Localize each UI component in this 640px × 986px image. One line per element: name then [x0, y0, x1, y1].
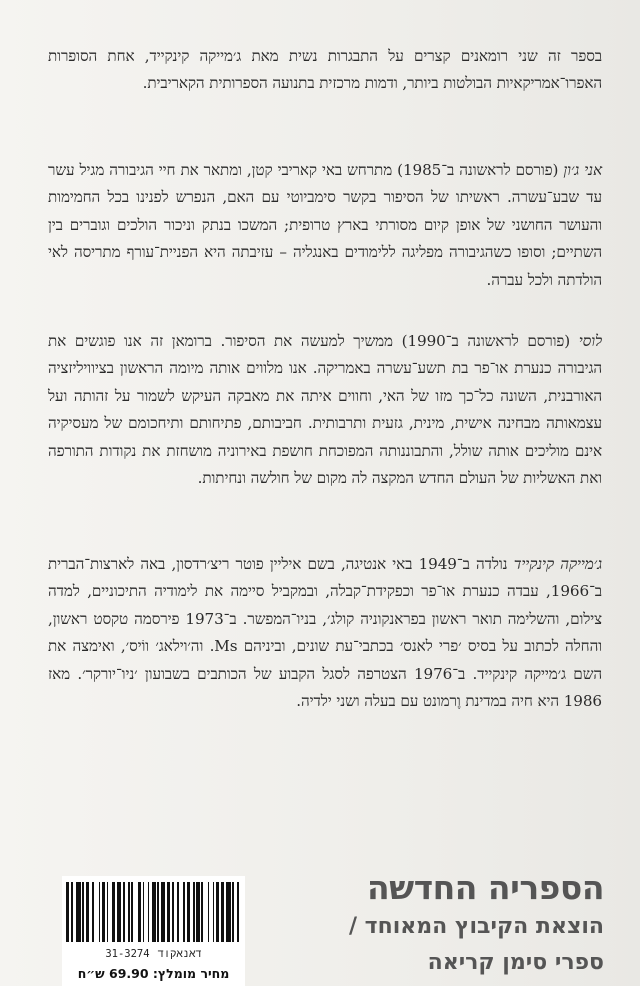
barcode-number: 31-3274: [105, 948, 150, 960]
series-title: הספריה החדשה: [367, 868, 604, 907]
author-name: ג׳מייקה קינקייד: [513, 555, 602, 573]
lucy-paragraph: [48, 328, 602, 492]
author-bio-paragraph: [48, 551, 602, 715]
lucy-text: (פורסם לראשונה ב־1990) ממשיך למעשה את הסיפור. ברומאן זה אנו פוגשים את הגיבורה כנערת או־פר בת תשע־עשרה באמריקה. אנו מלווים אותה מיומה הראשון בציוויליזציה האורבנית, השונה כל־כך מזו של האי, וחווים איתה את מאבקה העיקש לשמור על זהותה ועל עצמאותה מבחינה אישית, מינית, גזעית ותרבותית. חביבותם, פתיחותם ותיחכומם של מעסיקיה אינם מוליכים אותה שולל, והתבוננותה המפוכחת חושפת באירוניה מושחזת את נקודות התורפה ואת האשליות של העולם החדש המקצה לה מקום של חולשה ונחיתות.: [48, 332, 602, 488]
author-bio-text: נולדה ב־1949 באי אנטיגה, בשם איליין פוטר ריצ׳רדסון, באה לארצות־הברית ב־1966, עבדה כנערת או־פר וכפקידת־קבלה, ובמקביל סיימה את לימודיה התיכוניים, למדה צילום, והשלימה תואר ראשון בפראנקוניה קולג׳, בניו־המפשר. ב־1973 פירסמה טקסט ראשון, והחלה לכתוב על בסיס ׳פרי לאנס׳ בכתבי־עת שונים, וביניהם Ms. וה׳וילאג׳ ווֹיס׳, ואימצה את השם ג׳מייקה קינקייד. ב־1976 הצטרפה לסגל הקבוע של הכותבים בשבועון ׳ניו־יורקר׳. מאז 1986 היא חיה במדינת וֶרמונט עם בעלה ושני ילדיה.: [48, 555, 602, 711]
barcode-icon: [66, 882, 241, 942]
annie-john-text: (פורסם לראשונה ב־1985) מתרחש באי קאריבי קטן, ומתאר את חיי הגיבורה מגיל עשר עד שבע־עשרה. ראשיתו של הסיפור בקשר סימביוטי עם האם, הנפרש לפנינו בכל החמימות והעושר החושני של אופן קיום מסורתי בארץ טרופית; המשכו בנתק וניכור הולכים וגוברים בין השתיים; וסופו כשהגיבורה מפליגה ללימודים באנגליה – עזיבתה היא הפניית־עורף מתריסה לאי הולדתה ולכל עברה.: [48, 161, 602, 289]
recommended-price: מחיר מומלץ: 69.90 ש״ח: [77, 966, 230, 981]
barcode-caption: [62, 948, 245, 961]
intro-text: בספר זה שני רומאנים קצרים על התבגרות נשית מאת ג׳מייקה קינקייד, אחת הסופרות האפרו־אמריקאיות הבולטות ביותר, ודמות מרכזית בתנועה הספרותית הקאריבית.: [48, 47, 602, 93]
intro-paragraph: [48, 43, 602, 98]
barcode-label: דאנאקוד: [157, 948, 202, 960]
annie-john-title: אני ג׳ון: [563, 161, 602, 179]
lucy-title: לוסי: [578, 332, 603, 350]
annie-john-paragraph: [48, 157, 602, 294]
publisher-name: הוצאת הקיבוץ המאוחד /: [348, 914, 604, 939]
barcode-area: [62, 876, 245, 986]
imprint-name: ספרי סימן קריאה: [427, 950, 604, 975]
